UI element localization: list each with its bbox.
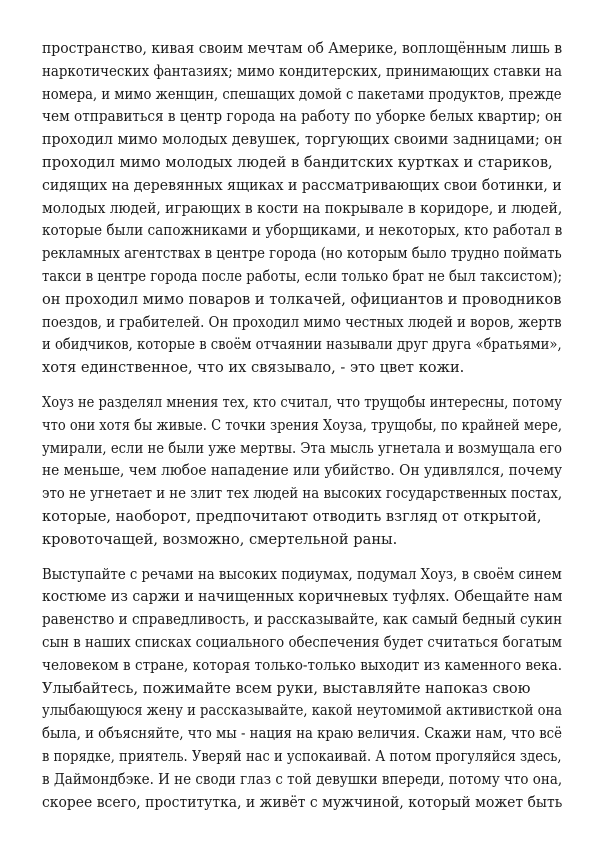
text-line: сидящих на деревянных ящиках и рассматривающих свои ботинки, и: [42, 176, 562, 194]
text-line: в Даймондбэке. И не своди глаз с той девушки впереди, потому что она,: [42, 770, 563, 788]
text-line: которые были сапожниками и уборщиками, и некоторых, кто работал в: [42, 222, 563, 240]
text-line: проходил мимо молодых девушек, торгующих своими задницами; он: [42, 131, 563, 149]
text-line: чем отправиться в центр города на работу по уборке белых квартир; он: [42, 108, 563, 126]
text-line: хотя единственное, что их связывало, - это цвет кожи.: [42, 359, 465, 377]
paragraph-1: [42, 38, 562, 380]
text-line: Хоуз не разделял мнения тех, кто считал, что трущобы интересны, потому: [42, 393, 562, 411]
text-line: такси в центре города после работы, если только брат не был таксистом);: [42, 267, 563, 285]
text-line: которые, наоборот, предпочитают отводить взгляд от открытой,: [42, 507, 542, 525]
text-line: молодых людей, играющих в кости на покрывале в коридоре, и людей,: [42, 199, 563, 217]
text-line: кровоточащей, возможно, смертельной раны.: [42, 530, 398, 548]
text-line: улыбающуюся жену и рассказывайте, какой неутомимой активисткой она: [42, 702, 563, 720]
text-line: что они хотя бы живые. С точки зрения Хоуза, трущобы, по крайней мере,: [42, 416, 563, 434]
text-line: рекламных агентствах в центре города (но которым было трудно поймать: [42, 245, 562, 263]
text-line: сын в наших списках социального обеспечения будет считаться богатым: [42, 633, 563, 651]
text-line: Улыбайтесь, пожимайте всем руки, выставляйте напоказ свою: [42, 679, 531, 697]
text-line: он проходил мимо поваров и толкачей, официантов и проводников: [42, 290, 562, 308]
paragraph-2: [42, 392, 562, 552]
text-line: наркотических фантазиях; мимо кондитерских, принимающих ставки на: [42, 62, 563, 80]
text-line: скорее всего, проститутка, и живёт с мужчиной, который может быть: [42, 793, 563, 811]
text-line: номера, и мимо женщин, спешащих домой с пакетами продуктов, прежде: [42, 85, 562, 103]
text-line: проходил мимо молодых людей в бандитских куртках и стариков,: [42, 153, 553, 171]
text-line: Выступайте с речами на высоких подиумах, подумал Хоуз, в своём синем: [42, 565, 562, 583]
text-line: не меньше, чем любое нападение или убийство. Он удивлялся, почему: [42, 462, 563, 480]
text-line: костюме из саржи и начищенных коричневых туфлях. Обещайте нам: [42, 588, 563, 606]
text-line: равенство и справедливость, и рассказывайте, как самый бедный сукин: [42, 611, 563, 629]
text-line: человеком в стране, которая только-только выходит из каменного века.: [42, 656, 563, 674]
body-text: [42, 38, 562, 826]
paragraph-3: [42, 564, 562, 815]
text-line: это не угнетает и не злит тех людей на высоких государственных постах,: [42, 485, 563, 503]
text-line: и обидчиков, которые в своём отчаянии называли друг друга «братьями»,: [42, 336, 562, 354]
text-line: пространство, кивая своим мечтам об Америке, воплощённым лишь в: [42, 40, 563, 57]
text-line: в порядке, приятель. Уверяй нас и успокаивай. А потом прогуляйся здесь,: [42, 747, 562, 765]
text-line: поездов, и грабителей. Он проходил мимо честных людей и воров, жертв: [42, 313, 562, 331]
text-line: была, и объясняйте, что мы - нация на краю величия. Скажи нам, что всё: [42, 725, 562, 743]
text-line: умирали, если не были уже мертвы. Эта мысль угнетала и возмущала его: [42, 439, 563, 457]
